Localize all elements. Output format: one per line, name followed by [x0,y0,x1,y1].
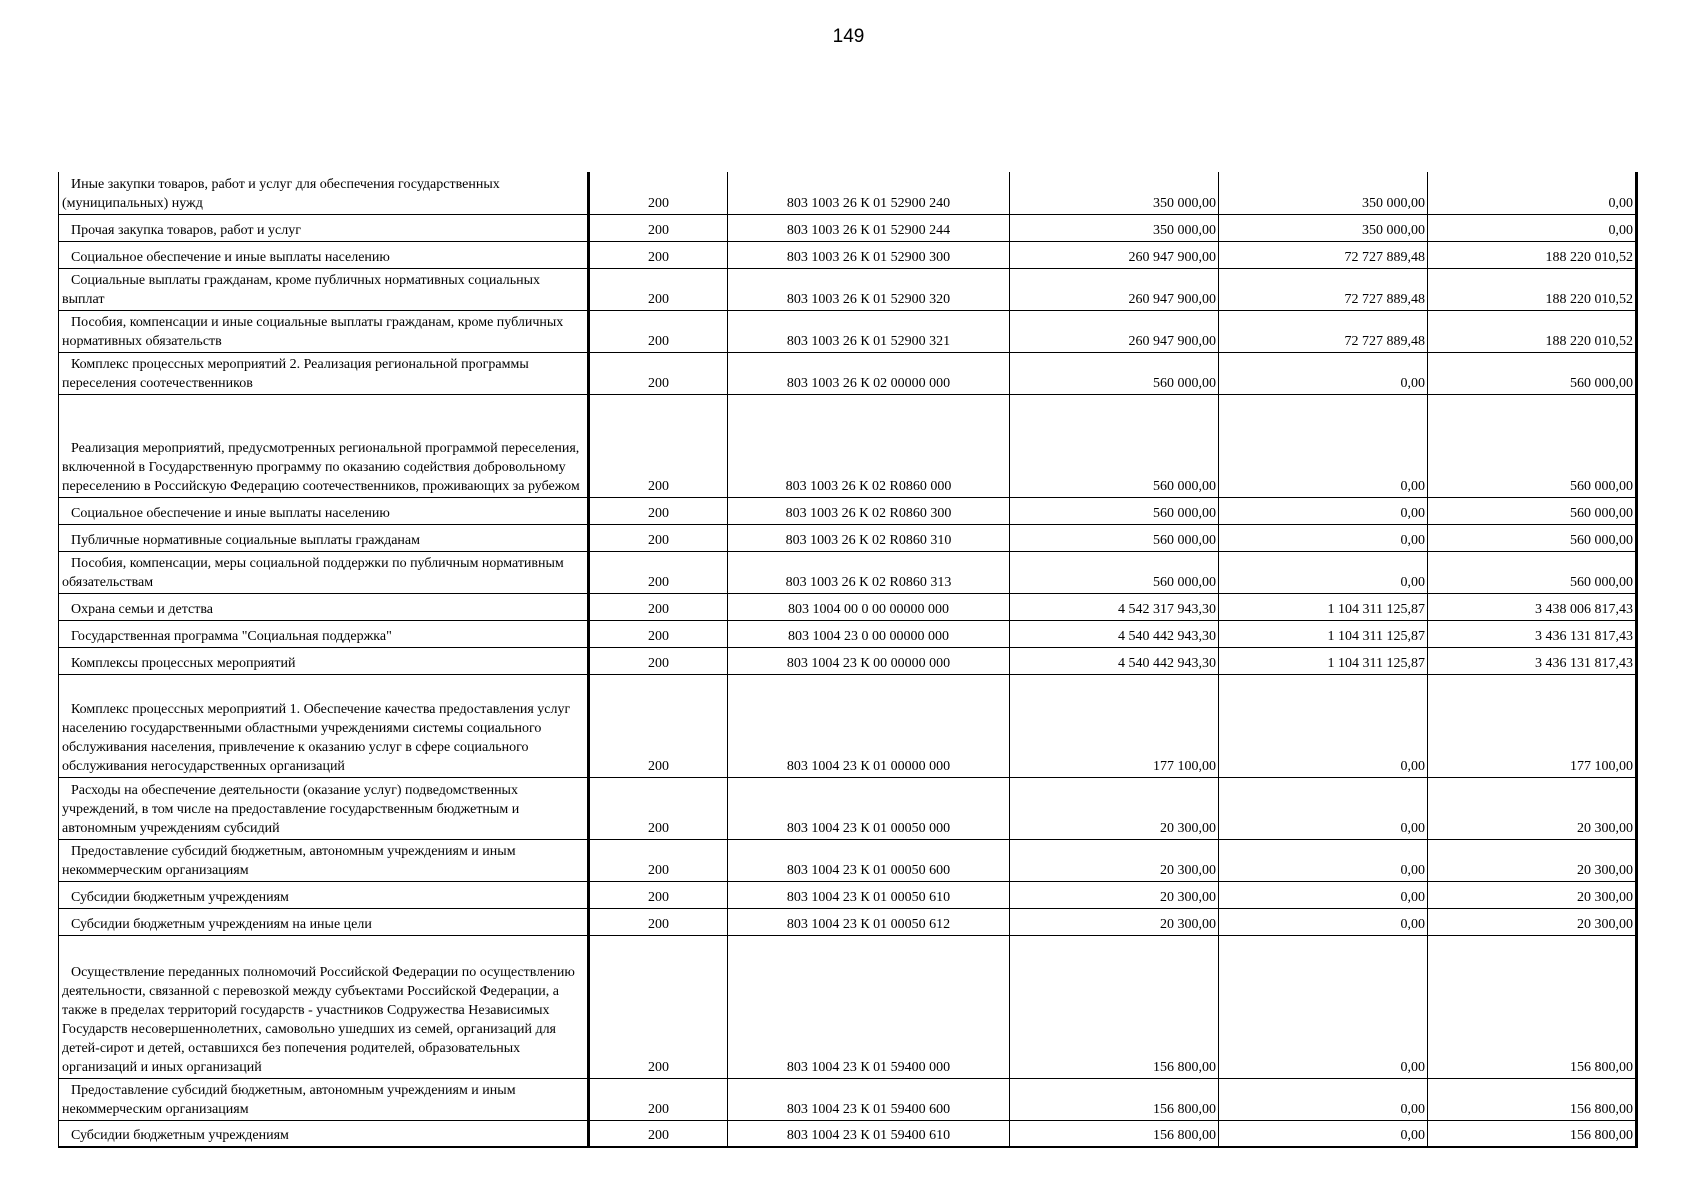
row-executed-cell: 0,00 [1219,935,1428,1078]
row-approved-cell: 4 540 442 943,30 [1010,647,1219,674]
row-executed-cell: 0,00 [1219,497,1428,524]
row-approved-cell: 350 000,00 [1010,214,1219,241]
row-executed-cell: 0,00 [1219,551,1428,593]
row-code-cell: 200 [589,777,728,839]
row-code-cell: 200 [589,352,728,394]
row-remaining-cell: 20 300,00 [1428,881,1637,908]
row-name-text: Пособия, компенсации, меры социальной поддержки по публичным нормативным обязательствам [62,555,564,590]
table-row [59,935,1637,1078]
row-name-cell [59,647,589,674]
row-name-text: Субсидии бюджетным учреждениям [71,1128,289,1143]
row-name-cell [59,881,589,908]
row-executed-cell: 0,00 [1219,394,1428,497]
row-executed-cell: 0,00 [1219,352,1428,394]
row-remaining-cell: 177 100,00 [1428,674,1637,777]
row-kbk-cell: 803 1004 23 К 01 59400 000 [728,935,1010,1078]
row-executed-cell: 350 000,00 [1219,214,1428,241]
table-row [59,394,1637,497]
row-approved-cell: 4 542 317 943,30 [1010,593,1219,620]
row-name-cell [59,172,589,214]
row-name-text: Пособия, компенсации и иные социальные выплаты гражданам, кроме публичных нормативных обязательств [62,314,564,349]
table-row [59,620,1637,647]
row-approved-cell: 560 000,00 [1010,497,1219,524]
row-name-text: Расходы на обеспечение деятельности (оказание услуг) подведомственных учреждений, в том числе на предоставление государственным бюджетным и автономным учреждениям субсидий [62,782,520,836]
row-name-text: Государственная программа "Социальная поддержка" [71,628,392,644]
table-row [59,881,1637,908]
table-row [59,593,1637,620]
table-row [59,172,1637,214]
row-remaining-cell: 20 300,00 [1428,777,1637,839]
row-name-cell [59,620,589,647]
row-kbk-cell: 803 1003 26 К 01 52900 240 [728,172,1010,214]
row-name-cell [59,935,589,1078]
row-name-cell [59,908,589,935]
table-row [59,551,1637,593]
row-approved-cell: 260 947 900,00 [1010,268,1219,310]
row-executed-cell: 0,00 [1219,777,1428,839]
row-name-text: Реализация мероприятий, предусмотренных региональной программой переселения, включенной в Государственную программу по оказанию содействия добровольному переселению в Российскую Федерацию соотечественников, проживающих за рубежом [62,440,580,494]
row-name-cell [59,674,589,777]
row-code-cell: 200 [589,593,728,620]
row-code-cell: 200 [589,497,728,524]
row-code-cell: 200 [589,935,728,1078]
row-remaining-cell: 3 438 006 817,43 [1428,593,1637,620]
row-code-cell: 200 [589,881,728,908]
budget-table-body [59,172,1637,1147]
row-executed-cell: 0,00 [1219,524,1428,551]
row-approved-cell: 560 000,00 [1010,352,1219,394]
row-approved-cell: 260 947 900,00 [1010,310,1219,352]
row-name-text: Субсидии бюджетным учреждениям на иные цели [71,916,372,932]
row-name-cell [59,310,589,352]
row-kbk-cell: 803 1004 00 0 00 00000 000 [728,593,1010,620]
row-remaining-cell: 0,00 [1428,172,1637,214]
row-remaining-cell: 20 300,00 [1428,839,1637,881]
row-remaining-cell: 156 800,00 [1428,935,1637,1078]
row-name-cell [59,551,589,593]
row-code-cell: 200 [589,674,728,777]
row-kbk-cell: 803 1004 23 К 01 00050 612 [728,908,1010,935]
row-executed-cell: 0,00 [1219,908,1428,935]
row-executed-cell: 72 727 889,48 [1219,241,1428,268]
table-row [59,777,1637,839]
row-kbk-cell: 803 1003 26 К 01 52900 320 [728,268,1010,310]
row-executed-cell: 0,00 [1219,674,1428,777]
row-approved-cell: 4 540 442 943,30 [1010,620,1219,647]
row-approved-cell: 560 000,00 [1010,524,1219,551]
row-remaining-cell: 560 000,00 [1428,394,1637,497]
row-approved-cell: 560 000,00 [1010,551,1219,593]
row-name-text: Социальные выплаты гражданам, кроме публичных нормативных социальных выплат [62,272,540,307]
row-remaining-cell: 3 436 131 817,43 [1428,620,1637,647]
row-executed-cell: 72 727 889,48 [1219,268,1428,310]
row-approved-cell: 177 100,00 [1010,674,1219,777]
row-code-cell: 200 [589,524,728,551]
row-approved-cell: 156 800,00 [1010,1120,1219,1147]
table-row [59,310,1637,352]
row-kbk-cell: 803 1003 26 К 02 R0860 000 [728,394,1010,497]
row-executed-cell: 1 104 311 125,87 [1219,620,1428,647]
row-kbk-cell: 803 1004 23 К 00 00000 000 [728,647,1010,674]
row-code-cell: 200 [589,310,728,352]
row-code-cell: 200 [589,268,728,310]
row-name-text: Комплексы процессных мероприятий [71,655,296,671]
table-row [59,1078,1637,1120]
table-row [59,908,1637,935]
table-row [59,839,1637,881]
row-code-cell: 200 [589,1120,728,1147]
row-approved-cell: 156 800,00 [1010,1078,1219,1120]
row-name-cell [59,352,589,394]
row-kbk-cell: 803 1003 26 К 02 R0860 300 [728,497,1010,524]
row-name-cell [59,497,589,524]
row-approved-cell: 20 300,00 [1010,908,1219,935]
row-approved-cell: 20 300,00 [1010,777,1219,839]
row-name-cell [59,214,589,241]
row-remaining-cell: 560 000,00 [1428,497,1637,524]
table-row [59,674,1637,777]
row-code-cell: 200 [589,839,728,881]
row-remaining-cell: 560 000,00 [1428,352,1637,394]
row-kbk-cell: 803 1004 23 К 01 00000 000 [728,674,1010,777]
table-row [59,241,1637,268]
row-kbk-cell: 803 1003 26 К 02 R0860 313 [728,551,1010,593]
row-executed-cell: 1 104 311 125,87 [1219,593,1428,620]
row-kbk-cell: 803 1004 23 К 01 00050 000 [728,777,1010,839]
row-name-text: Иные закупки товаров, работ и услуг для обеспечения государственных (муниципальных) нужд [62,176,500,211]
row-name-cell [59,1078,589,1120]
row-executed-cell: 0,00 [1219,839,1428,881]
table-row [59,214,1637,241]
row-remaining-cell: 188 220 010,52 [1428,268,1637,310]
row-name-text: Предоставление субсидий бюджетным, автономным учреждениям и иным некоммерческим организациям [62,843,516,878]
row-name-text: Осуществление переданных полномочий Российской Федерации по осуществлению деятельности, связанной с перевозкой между субъектами Российской Федерации, а также в пределах территорий государств - участников Содружества Независимых Государств несовершеннолетних, самовольно ушедших из семей, организаций для детей-сирот и детей, оставшихся без попечения родителей, образовательных организаций и иных организаций [62,964,575,1075]
row-kbk-cell: 803 1003 26 К 02 00000 000 [728,352,1010,394]
row-remaining-cell: 3 436 131 817,43 [1428,647,1637,674]
row-code-cell: 200 [589,172,728,214]
row-kbk-cell: 803 1003 26 К 01 52900 300 [728,241,1010,268]
row-remaining-cell: 560 000,00 [1428,551,1637,593]
row-name-text: Субсидии бюджетным учреждениям [71,889,289,905]
row-remaining-cell: 156 800,00 [1428,1120,1637,1147]
row-executed-cell: 1 104 311 125,87 [1219,647,1428,674]
budget-table [58,172,1638,1148]
row-approved-cell: 20 300,00 [1010,881,1219,908]
row-executed-cell: 350 000,00 [1219,172,1428,214]
row-kbk-cell: 803 1004 23 0 00 00000 000 [728,620,1010,647]
row-name-text: Социальное обеспечение и иные выплаты населению [71,249,390,265]
row-code-cell: 200 [589,647,728,674]
row-remaining-cell: 20 300,00 [1428,908,1637,935]
row-kbk-cell: 803 1003 26 К 01 52900 244 [728,214,1010,241]
row-approved-cell: 560 000,00 [1010,394,1219,497]
row-name-text: Комплекс процессных мероприятий 2. Реализация региональной программы переселения соотечественников [62,356,529,391]
row-name-text: Социальное обеспечение и иные выплаты населению [71,505,390,521]
row-approved-cell: 260 947 900,00 [1010,241,1219,268]
row-name-cell [59,593,589,620]
row-code-cell: 200 [589,241,728,268]
row-code-cell: 200 [589,394,728,497]
row-kbk-cell: 803 1003 26 К 02 R0860 310 [728,524,1010,551]
row-name-cell [59,524,589,551]
row-code-cell: 200 [589,908,728,935]
row-remaining-cell: 560 000,00 [1428,524,1637,551]
table-row [59,352,1637,394]
row-kbk-cell: 803 1004 23 К 01 59400 610 [728,1120,1010,1147]
row-kbk-cell: 803 1004 23 К 01 00050 610 [728,881,1010,908]
row-code-cell: 200 [589,620,728,647]
row-name-cell [59,1120,589,1147]
row-name-cell [59,241,589,268]
row-remaining-cell: 188 220 010,52 [1428,241,1637,268]
row-code-cell: 200 [589,214,728,241]
table-row [59,497,1637,524]
row-name-text: Охрана семьи и детства [71,601,213,617]
row-remaining-cell: 188 220 010,52 [1428,310,1637,352]
table-row [59,268,1637,310]
row-approved-cell: 20 300,00 [1010,839,1219,881]
row-code-cell: 200 [589,551,728,593]
row-executed-cell: 0,00 [1219,881,1428,908]
row-name-text: Прочая закупка товаров, работ и услуг [71,222,301,238]
row-approved-cell: 156 800,00 [1010,935,1219,1078]
row-kbk-cell: 803 1004 23 К 01 00050 600 [728,839,1010,881]
row-executed-cell: 72 727 889,48 [1219,310,1428,352]
row-code-cell: 200 [589,1078,728,1120]
row-name-text: Публичные нормативные социальные выплаты гражданам [71,532,420,548]
row-name-cell [59,839,589,881]
row-remaining-cell: 156 800,00 [1428,1078,1637,1120]
row-executed-cell: 0,00 [1219,1120,1428,1147]
row-name-cell [59,777,589,839]
row-kbk-cell: 803 1003 26 К 01 52900 321 [728,310,1010,352]
table-row [59,1120,1637,1147]
row-name-cell [59,394,589,497]
table-row [59,647,1637,674]
row-name-cell [59,268,589,310]
row-executed-cell: 0,00 [1219,1078,1428,1120]
row-name-text: Комплекс процессных мероприятий 1. Обеспечение качества предоставления услуг населению государственными областными учреждениями системы социального обслуживания населения, привлечение к оказанию услуг в сфере социального обслуживания негосударственных организаций [62,701,571,774]
row-name-text: Предоставление субсидий бюджетным, автономным учреждениям и иным некоммерческим организациям [62,1082,516,1117]
row-remaining-cell: 0,00 [1428,214,1637,241]
table-row [59,524,1637,551]
row-approved-cell: 350 000,00 [1010,172,1219,214]
page-number: 149 [832,26,865,47]
row-kbk-cell: 803 1004 23 К 01 59400 600 [728,1078,1010,1120]
